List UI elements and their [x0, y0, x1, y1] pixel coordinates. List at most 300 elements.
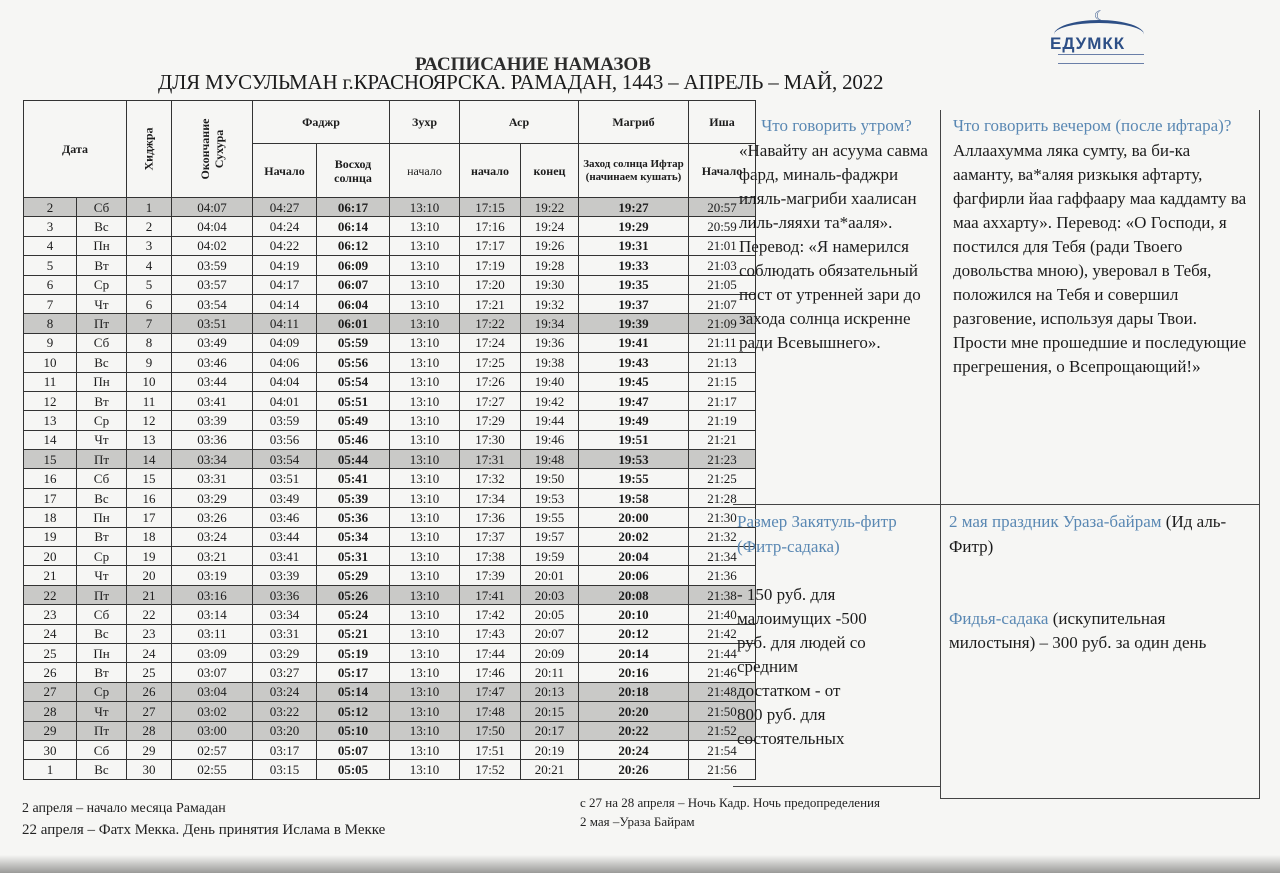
cell-hijri: 1: [127, 198, 172, 217]
cell-zuhr: 13:10: [390, 333, 460, 352]
cell-dow: Сб: [77, 469, 127, 488]
cell-isha: 21:48: [689, 682, 756, 701]
cell-asr-start: 17:38: [460, 547, 521, 566]
cell-maghrib: 19:55: [579, 469, 689, 488]
cell-suhur: 03:14: [172, 605, 253, 624]
table-row: [24, 605, 756, 624]
cell-fajr: 03:17: [253, 740, 317, 759]
cell-hijri: 9: [127, 353, 172, 372]
cell-asr-start: 17:26: [460, 372, 521, 391]
cell-suhur: 03:21: [172, 547, 253, 566]
cell-fajr: 03:56: [253, 430, 317, 449]
cell-fajr: 04:27: [253, 198, 317, 217]
cell-asr-end: 19:38: [521, 353, 579, 372]
cell-hijri: 11: [127, 391, 172, 410]
table-row: [24, 547, 756, 566]
cell-maghrib: 20:00: [579, 508, 689, 527]
cell-asr-start: 17:52: [460, 760, 521, 779]
cell-suhur: 03:49: [172, 333, 253, 352]
cell-hijri: 25: [127, 663, 172, 682]
cell-sunrise: 05:24: [317, 605, 390, 624]
cell-sunrise: 05:34: [317, 527, 390, 546]
cell-zuhr: 13:10: [390, 605, 460, 624]
table-row: [24, 721, 756, 740]
cell-day: 6: [24, 275, 77, 294]
cell-asr-end: 20:09: [521, 643, 579, 662]
cell-asr-end: 19:59: [521, 547, 579, 566]
cell-day: 21: [24, 566, 77, 585]
cell-dow: Ср: [77, 275, 127, 294]
cell-zuhr: 13:10: [390, 256, 460, 275]
table-row: [24, 469, 756, 488]
header-asr-start: начало: [460, 144, 521, 198]
cell-sunrise: 06:12: [317, 236, 390, 255]
cell-maghrib: 19:37: [579, 294, 689, 313]
cell-sunrise: 06:09: [317, 256, 390, 275]
cell-hijri: 26: [127, 682, 172, 701]
cell-maghrib: 19:43: [579, 353, 689, 372]
cell-day: 13: [24, 411, 77, 430]
cell-asr-start: 17:39: [460, 566, 521, 585]
cell-asr-end: 19:50: [521, 469, 579, 488]
cell-asr-start: 17:43: [460, 624, 521, 643]
cell-sunrise: 05:10: [317, 721, 390, 740]
cell-hijri: 21: [127, 585, 172, 604]
cell-asr-start: 17:15: [460, 198, 521, 217]
cell-sunrise: 05:17: [317, 663, 390, 682]
cell-isha: 21:54: [689, 740, 756, 759]
cell-isha: 21:13: [689, 353, 756, 372]
cell-zuhr: 13:10: [390, 508, 460, 527]
cell-asr-start: 17:24: [460, 333, 521, 352]
cell-sunrise: 05:36: [317, 508, 390, 527]
cell-dow: Пн: [77, 508, 127, 527]
cell-suhur: 03:00: [172, 721, 253, 740]
cell-suhur: 03:26: [172, 508, 253, 527]
cell-dow: Вт: [77, 391, 127, 410]
cell-asr-end: 19:28: [521, 256, 579, 275]
cell-zuhr: 13:10: [390, 547, 460, 566]
header-fajr-start: Начало: [253, 144, 317, 198]
page-edge-shadow: [0, 855, 1280, 873]
cell-asr-end: 20:15: [521, 702, 579, 721]
cell-asr-start: 17:46: [460, 663, 521, 682]
cell-day: 22: [24, 585, 77, 604]
cell-asr-end: 19:26: [521, 236, 579, 255]
cell-asr-end: 19:22: [521, 198, 579, 217]
cell-isha: 21:03: [689, 256, 756, 275]
cell-hijri: 19: [127, 547, 172, 566]
cell-isha: 20:57: [689, 198, 756, 217]
cell-hijri: 30: [127, 760, 172, 779]
table-row: [24, 643, 756, 662]
cell-dow: Пт: [77, 721, 127, 740]
cell-day: 7: [24, 294, 77, 313]
cell-isha: 21:30: [689, 508, 756, 527]
cell-dow: Вс: [77, 217, 127, 236]
cell-hijri: 15: [127, 469, 172, 488]
cell-maghrib: 19:47: [579, 391, 689, 410]
cell-asr-start: 17:19: [460, 256, 521, 275]
cell-asr-start: 17:32: [460, 469, 521, 488]
cell-asr-start: 17:41: [460, 585, 521, 604]
cell-asr-end: 20:19: [521, 740, 579, 759]
logo-subtitle-lines: [1058, 54, 1144, 64]
holiday-heading-tail: (Ид аль-Фитр): [949, 512, 1227, 556]
cell-suhur: 04:04: [172, 217, 253, 236]
cell-isha: 21:07: [689, 294, 756, 313]
cell-isha: 21:32: [689, 527, 756, 546]
cell-asr-start: 17:51: [460, 740, 521, 759]
cell-dow: Вт: [77, 527, 127, 546]
cell-dow: Пт: [77, 585, 127, 604]
cell-asr-end: 19:55: [521, 508, 579, 527]
cell-zuhr: 13:10: [390, 372, 460, 391]
cell-asr-end: 20:21: [521, 760, 579, 779]
cell-day: 24: [24, 624, 77, 643]
cell-hijri: 24: [127, 643, 172, 662]
cell-day: 16: [24, 469, 77, 488]
cell-fajr: 04:19: [253, 256, 317, 275]
cell-suhur: 03:34: [172, 450, 253, 469]
cell-day: 26: [24, 663, 77, 682]
header-zuhr: Зухр: [390, 101, 460, 144]
cell-hijri: 7: [127, 314, 172, 333]
cell-isha: 21:21: [689, 430, 756, 449]
cell-dow: Вс: [77, 624, 127, 643]
table-row: [24, 663, 756, 682]
cell-fajr: 03:44: [253, 527, 317, 546]
cell-asr-end: 20:17: [521, 721, 579, 740]
table-row: [24, 294, 756, 313]
cell-day: 2: [24, 198, 77, 217]
cell-dow: Пн: [77, 643, 127, 662]
cell-asr-end: 20:11: [521, 663, 579, 682]
cell-suhur: 03:54: [172, 294, 253, 313]
cell-dow: Ср: [77, 411, 127, 430]
cell-fajr: 04:09: [253, 333, 317, 352]
cell-zuhr: 13:10: [390, 527, 460, 546]
cell-dow: Чт: [77, 430, 127, 449]
cell-sunrise: 05:51: [317, 391, 390, 410]
cell-hijri: 28: [127, 721, 172, 740]
cell-day: 1: [24, 760, 77, 779]
footnote-uraza-bayram: 2 мая –Ураза Байрам: [580, 814, 695, 829]
cell-asr-start: 17:50: [460, 721, 521, 740]
cell-maghrib: 20:22: [579, 721, 689, 740]
cell-isha: 21:23: [689, 450, 756, 469]
cell-asr-end: 19:57: [521, 527, 579, 546]
cell-maghrib: 19:33: [579, 256, 689, 275]
cell-fajr: 03:29: [253, 643, 317, 662]
holiday-heading: 2 мая праздник Ураза-байрам: [949, 512, 1162, 531]
cell-day: 23: [24, 605, 77, 624]
cell-isha: 21:44: [689, 643, 756, 662]
cell-asr-start: 17:36: [460, 508, 521, 527]
cell-dow: Пн: [77, 372, 127, 391]
cell-day: 25: [24, 643, 77, 662]
cell-isha: 21:42: [689, 624, 756, 643]
cell-sunrise: 06:04: [317, 294, 390, 313]
cell-zuhr: 13:10: [390, 469, 460, 488]
evening-text: Аллаахумма ляка сумту, ва би-ка ааманту, ва*аляя ризкыкя афтарту, фагфирли йаа гаффаару маа каддамту ва маа аххарту». Перевод: «О Господи, я постился для Тебя (ради Твоего довольства мною), уверовал в Тебя, положился на Тебя и совершил разговение, используя дары Твои. Прости мне прошедшие и последующие прегрешения, о Всепрощающий!»: [953, 141, 1247, 376]
cell-day: 28: [24, 702, 77, 721]
cell-zuhr: 13:10: [390, 275, 460, 294]
cell-hijri: 22: [127, 605, 172, 624]
cell-asr-start: 17:25: [460, 353, 521, 372]
table-row: [24, 624, 756, 643]
cell-suhur: 02:55: [172, 760, 253, 779]
cell-zuhr: 13:10: [390, 663, 460, 682]
cell-hijri: 27: [127, 702, 172, 721]
cell-isha: 21:46: [689, 663, 756, 682]
cell-dow: Чт: [77, 702, 127, 721]
crescent-icon: ☾: [1094, 8, 1106, 23]
cell-asr-end: 19:42: [521, 391, 579, 410]
cell-dow: Вт: [77, 663, 127, 682]
cell-fajr: 03:34: [253, 605, 317, 624]
edumkk-logo: [1040, 8, 1150, 66]
cell-isha: 21:01: [689, 236, 756, 255]
cell-fajr: 03:20: [253, 721, 317, 740]
cell-zuhr: 13:10: [390, 391, 460, 410]
cell-maghrib: 19:53: [579, 450, 689, 469]
cell-sunrise: 06:14: [317, 217, 390, 236]
cell-sunrise: 05:07: [317, 740, 390, 759]
cell-zuhr: 13:10: [390, 624, 460, 643]
cell-zuhr: 13:10: [390, 760, 460, 779]
cell-asr-start: 17:37: [460, 527, 521, 546]
cell-hijri: 17: [127, 508, 172, 527]
cell-sunrise: 06:01: [317, 314, 390, 333]
cell-maghrib: 20:04: [579, 547, 689, 566]
cell-fajr: 03:54: [253, 450, 317, 469]
cell-suhur: 03:46: [172, 353, 253, 372]
cell-asr-end: 20:05: [521, 605, 579, 624]
cell-maghrib: 20:08: [579, 585, 689, 604]
cell-day: 20: [24, 547, 77, 566]
cell-sunrise: 05:12: [317, 702, 390, 721]
cell-zuhr: 13:10: [390, 488, 460, 507]
cell-sunrise: 05:05: [317, 760, 390, 779]
table-row: [24, 314, 756, 333]
table-row: [24, 450, 756, 469]
cell-suhur: 04:02: [172, 236, 253, 255]
cell-sunrise: 05:31: [317, 547, 390, 566]
cell-day: 27: [24, 682, 77, 701]
cell-zuhr: 13:10: [390, 411, 460, 430]
cell-maghrib: 20:10: [579, 605, 689, 624]
cell-maghrib: 19:35: [579, 275, 689, 294]
cell-asr-start: 17:31: [460, 450, 521, 469]
cell-zuhr: 13:10: [390, 294, 460, 313]
cell-isha: 21:09: [689, 314, 756, 333]
cell-asr-end: 20:01: [521, 566, 579, 585]
footnote-qadr-night: с 27 на 28 апреля – Ночь Кадр. Ночь предопределения: [580, 795, 880, 810]
cell-maghrib: 20:20: [579, 702, 689, 721]
fidya-text: (искупительная милостыня) – 300 руб. за один день: [949, 609, 1207, 652]
cell-asr-start: 17:21: [460, 294, 521, 313]
header-asr: Аср: [460, 101, 579, 144]
cell-zuhr: 13:10: [390, 643, 460, 662]
cell-maghrib: 20:02: [579, 527, 689, 546]
cell-day: 29: [24, 721, 77, 740]
cell-asr-start: 17:42: [460, 605, 521, 624]
cell-zuhr: 13:10: [390, 585, 460, 604]
cell-dow: Сб: [77, 605, 127, 624]
cell-maghrib: 19:29: [579, 217, 689, 236]
header-suhur-end: Окончание Сухура: [172, 101, 253, 198]
morning-heading: Что говорить утром?: [761, 116, 912, 135]
footnote-ramadan-start: 2 апреля – начало месяца Рамадан: [22, 801, 226, 816]
cell-asr-end: 19:30: [521, 275, 579, 294]
cell-dow: Вс: [77, 760, 127, 779]
cell-sunrise: 05:56: [317, 353, 390, 372]
cell-day: 11: [24, 372, 77, 391]
cell-fajr: 04:17: [253, 275, 317, 294]
cell-dow: Ср: [77, 547, 127, 566]
cell-suhur: 02:57: [172, 740, 253, 759]
cell-dow: Сб: [77, 333, 127, 352]
cell-sunrise: 05:54: [317, 372, 390, 391]
table-row: [24, 585, 756, 604]
header-hijri: Хиджра: [127, 101, 172, 198]
cell-day: 5: [24, 256, 77, 275]
cell-maghrib: 20:18: [579, 682, 689, 701]
header-fajr: Фаджр: [253, 101, 390, 144]
cell-fajr: 03:49: [253, 488, 317, 507]
zakat-heading: Размер Закятуль-фитр (Фитр-садака): [737, 512, 897, 556]
cell-fajr: 03:59: [253, 411, 317, 430]
cell-fajr: 03:51: [253, 469, 317, 488]
cell-zuhr: 13:10: [390, 314, 460, 333]
cell-zuhr: 13:10: [390, 450, 460, 469]
cell-day: 19: [24, 527, 77, 546]
cell-dow: Сб: [77, 198, 127, 217]
cell-sunrise: 05:44: [317, 450, 390, 469]
cell-asr-start: 17:48: [460, 702, 521, 721]
cell-hijri: 18: [127, 527, 172, 546]
cell-hijri: 14: [127, 450, 172, 469]
table-row: [24, 256, 756, 275]
footnote-fath-mecca: 22 апреля – Фатх Мекка. День принятия Ислама в Мекке: [22, 822, 386, 838]
cell-zuhr: 13:10: [390, 353, 460, 372]
cell-fajr: 04:01: [253, 391, 317, 410]
cell-suhur: 03:07: [172, 663, 253, 682]
cell-suhur: 03:09: [172, 643, 253, 662]
cell-zuhr: 13:10: [390, 236, 460, 255]
cell-asr-end: 19:44: [521, 411, 579, 430]
cell-sunrise: 05:29: [317, 566, 390, 585]
cell-sunrise: 05:19: [317, 643, 390, 662]
cell-isha: 21:40: [689, 605, 756, 624]
cell-isha: 21:52: [689, 721, 756, 740]
holiday-panel: [940, 504, 1260, 799]
cell-fajr: 03:46: [253, 508, 317, 527]
cell-dow: Сб: [77, 740, 127, 759]
cell-day: 18: [24, 508, 77, 527]
cell-asr-end: 19:34: [521, 314, 579, 333]
cell-day: 15: [24, 450, 77, 469]
cell-maghrib: 19:39: [579, 314, 689, 333]
cell-suhur: 03:02: [172, 702, 253, 721]
cell-suhur: 04:07: [172, 198, 253, 217]
cell-sunrise: 06:17: [317, 198, 390, 217]
cell-fajr: 04:24: [253, 217, 317, 236]
cell-maghrib: 19:58: [579, 488, 689, 507]
cell-hijri: 12: [127, 411, 172, 430]
cell-hijri: 13: [127, 430, 172, 449]
cell-day: 4: [24, 236, 77, 255]
fidya-label: Фидья-садака: [949, 609, 1049, 628]
zakat-panel: [733, 504, 940, 787]
table-row: [24, 740, 756, 759]
cell-zuhr: 13:10: [390, 721, 460, 740]
cell-dow: Вс: [77, 488, 127, 507]
logo-name: ЕДУМКК: [1050, 34, 1126, 53]
cell-fajr: 04:22: [253, 236, 317, 255]
table-row: [24, 236, 756, 255]
page-title: РАСПИСАНИЕ НАМАЗОВ: [415, 54, 651, 75]
cell-isha: 21:56: [689, 760, 756, 779]
morning-panel: [733, 110, 940, 505]
cell-isha: 21:17: [689, 391, 756, 410]
cell-suhur: 03:19: [172, 566, 253, 585]
cell-hijri: 8: [127, 333, 172, 352]
cell-maghrib: 19:49: [579, 411, 689, 430]
table-row: [24, 702, 756, 721]
cell-asr-end: 19:36: [521, 333, 579, 352]
cell-suhur: 03:11: [172, 624, 253, 643]
header-maghrib: Магриб: [579, 101, 689, 144]
cell-maghrib: 19:27: [579, 198, 689, 217]
table-row: [24, 333, 756, 352]
cell-fajr: 03:31: [253, 624, 317, 643]
cell-hijri: 6: [127, 294, 172, 313]
cell-hijri: 23: [127, 624, 172, 643]
cell-fajr: 03:39: [253, 566, 317, 585]
cell-isha: 21:50: [689, 702, 756, 721]
cell-suhur: 03:24: [172, 527, 253, 546]
cell-suhur: 03:39: [172, 411, 253, 430]
cell-suhur: 03:51: [172, 314, 253, 333]
cell-hijri: 5: [127, 275, 172, 294]
table-row: [24, 682, 756, 701]
header-date: Дата: [24, 101, 127, 198]
cell-day: 30: [24, 740, 77, 759]
table-row: [24, 391, 756, 410]
table-row: [24, 527, 756, 546]
cell-maghrib: 20:24: [579, 740, 689, 759]
cell-hijri: 20: [127, 566, 172, 585]
cell-asr-end: 19:46: [521, 430, 579, 449]
cell-asr-start: 17:30: [460, 430, 521, 449]
page-subtitle: ДЛЯ МУСУЛЬМАН г.КРАСНОЯРСКА. РАМАДАН, 1443 – АПРЕЛЬ – МАЙ, 2022: [158, 70, 884, 94]
cell-sunrise: 05:26: [317, 585, 390, 604]
cell-maghrib: 20:14: [579, 643, 689, 662]
cell-suhur: 03:29: [172, 488, 253, 507]
cell-hijri: 29: [127, 740, 172, 759]
cell-hijri: 16: [127, 488, 172, 507]
cell-asr-start: 17:29: [460, 411, 521, 430]
cell-suhur: 03:16: [172, 585, 253, 604]
table-row: [24, 217, 756, 236]
cell-isha: 21:36: [689, 566, 756, 585]
cell-sunrise: 05:41: [317, 469, 390, 488]
cell-maghrib: 20:12: [579, 624, 689, 643]
cell-isha: 20:59: [689, 217, 756, 236]
table-row: [24, 353, 756, 372]
